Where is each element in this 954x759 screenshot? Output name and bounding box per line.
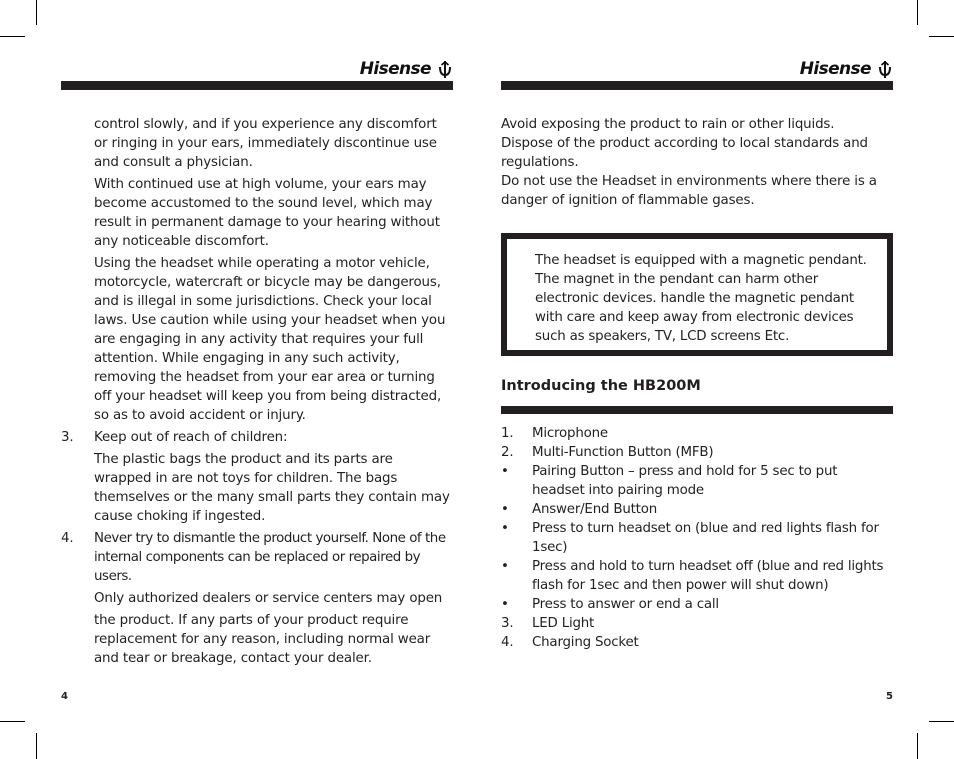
item-text: Never try to dismantle the product yourself. None of the internal components can be replaced or repaired by users. — [94, 531, 446, 584]
paragraph: The plastic bags the product and its parts are wrapped in are not toys for children. The bags themselves or the many small parts they contain may cause choking if ingested. — [94, 452, 450, 524]
hisense-emblem-icon — [437, 59, 453, 79]
list-item — [501, 443, 893, 462]
crop-mark — [0, 36, 25, 37]
crop-mark — [0, 721, 25, 722]
numbered-item — [61, 529, 453, 586]
list-item — [501, 500, 893, 519]
brand-logo-text: Hisense — [799, 59, 871, 79]
list-item-text: Pairing Button – press and hold for 5 sec to put headset into pairing mode — [532, 464, 838, 498]
list-item-text: Microphone — [532, 426, 608, 441]
section-title: Introducing the HB200M — [501, 378, 701, 394]
page-number: 4 — [61, 691, 68, 702]
list-marker: 2. — [501, 445, 514, 460]
header-rule — [501, 81, 893, 90]
left-body-text — [61, 115, 453, 668]
list-marker: • — [501, 521, 509, 536]
list-item-text: Press to answer or end a call — [532, 597, 719, 612]
right-page — [501, 0, 893, 759]
intro-line: Do not use the Headset in environments where there is a danger of ignition of flammable gases. — [501, 174, 877, 208]
list-item — [501, 519, 893, 557]
list-item-text: Press to turn headset on (blue and red lights flash for 1sec) — [532, 521, 879, 555]
notice-text: The headset is equipped with a magnetic pendant. The magnet in the pendant can harm other electronic devices. handle the magnetic pendant with care and keep away from electronic devices such as speakers, TV, LCD screens Etc. — [535, 253, 867, 344]
list-item — [501, 595, 893, 614]
paragraph: With continued use at high volume, your ears may become accustomed to the sound level, which may result in permanent damage to your hearing without any noticeable discomfort. — [94, 177, 440, 249]
paragraph: the product. If any parts of your product require replacement for any reason, including normal wear and tear or breakage, contact your dealer. — [94, 613, 431, 666]
left-page — [61, 0, 453, 759]
list-item-text: Multi-Function Button (MFB) — [532, 445, 714, 460]
paragraph: control slowly, and if you experience any discomfort or ringing in your ears, immediately discontinue use and consult a physician. — [94, 117, 437, 170]
numbered-item — [61, 428, 453, 447]
list-item-text: Answer/End Button — [532, 502, 657, 517]
feature-list — [501, 424, 893, 652]
paragraph: Using the headset while operating a motor vehicle, motorcycle, watercraft or bicycle may be dangerous, and is illegal in some jurisdictions. Check your local laws. Use caution while using your headset when you are engaging in any activity that requires your full attention. While engaging in any such activity, removing the headset from your ear area or turning off your headset will keep you from being distracted, so as to avoid accident or injury. — [94, 256, 446, 423]
list-marker: 1. — [501, 426, 514, 441]
header-rule — [61, 81, 453, 90]
hisense-emblem-icon — [877, 59, 893, 79]
section-rule — [501, 406, 893, 414]
list-marker: • — [501, 464, 509, 479]
crop-mark — [917, 733, 918, 759]
list-marker: • — [501, 502, 509, 517]
list-item-text: LED Light — [532, 616, 595, 631]
list-marker: • — [501, 559, 509, 574]
list-marker: • — [501, 597, 509, 612]
crop-mark — [917, 0, 918, 25]
crop-mark — [36, 733, 37, 759]
crop-mark — [36, 0, 37, 25]
list-item — [501, 557, 893, 595]
crop-mark — [929, 36, 954, 37]
brand-logo — [800, 57, 893, 81]
intro-line: Dispose of the product according to local standards and regulations. — [501, 136, 868, 170]
list-item — [501, 462, 893, 500]
list-item-text: Press and hold to turn headset off (blue and red lights flash for 1sec and then power will shut down) — [532, 559, 884, 593]
crop-mark — [929, 721, 954, 722]
paragraph: Only authorized dealers or service centers may open — [94, 591, 443, 606]
list-item-text: Charging Socket — [532, 635, 639, 650]
list-item — [501, 614, 893, 633]
list-item — [501, 633, 893, 652]
intro-line: Avoid exposing the product to rain or other liquids. — [501, 117, 835, 132]
right-intro-text — [501, 115, 893, 210]
list-item — [501, 424, 893, 443]
item-number: 3. — [61, 430, 74, 445]
magnet-notice-box — [501, 233, 893, 356]
page-number: 5 — [886, 691, 893, 702]
brand-logo — [360, 57, 453, 81]
list-marker: 4. — [501, 635, 514, 650]
brand-logo-text: Hisense — [359, 59, 431, 79]
list-marker: 3. — [501, 616, 514, 631]
item-text: Keep out of reach of children: — [94, 430, 288, 445]
item-number: 4. — [61, 531, 74, 546]
